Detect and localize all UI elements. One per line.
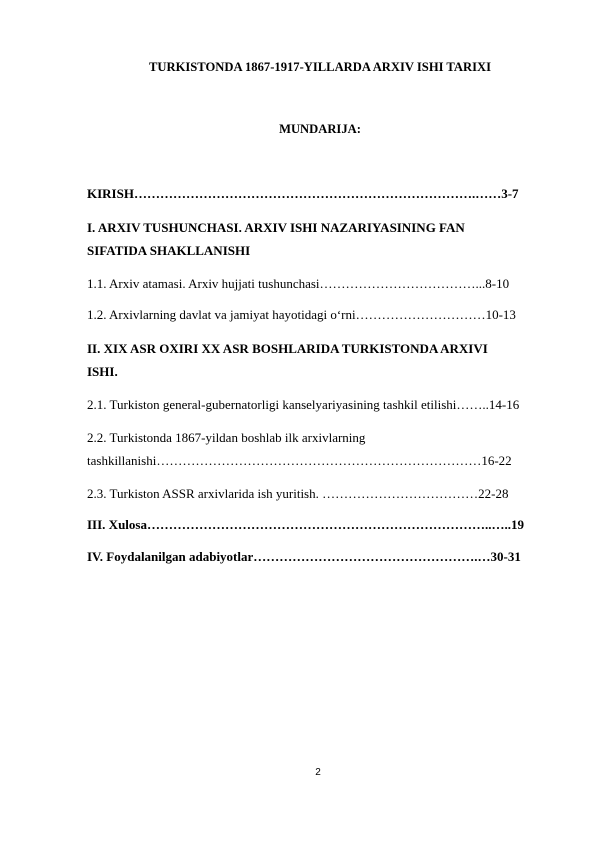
toc-entry-section-2-3: 2.3. Turkiston ASSR arxivlarida ish yuritish. ………………………………22-28 — [87, 486, 509, 501]
toc-entry-section-2-2-line-2: tashkillanishi…………………………………………………………………16-22 — [87, 453, 512, 468]
page-number: 2 — [315, 767, 321, 778]
toc-entry-chapter-2-line-2: ISHI. — [87, 364, 118, 379]
toc-entry-section-1-1: 1.1. Arxiv atamasi. Arxiv hujjati tushunchasi………………………………...8-10 — [87, 276, 510, 291]
toc-entry-section-1-2: 1.2. Arxivlarning davlat va jamiyat hayotidagi o‘rni…………………………10-13 — [87, 307, 516, 322]
toc-entry-kirish: KIRISH…………………………………………………………………….……3-7 — [87, 186, 519, 201]
document-title: TURKISTONDA 1867-1917-YILLARDA ARXIV ISHI TARIXI — [149, 60, 491, 74]
toc-entry-chapter-1-line-2: SIFATIDA SHAKLLANISHI — [87, 243, 251, 258]
toc-entry-adabiyotlar: IV. Foydalanilgan adabiyotlar…………………………………………….…30-31 — [87, 549, 521, 564]
toc-entry-chapter-1-line-1: I. ARXIV TUSHUNCHASI. ARXIV ISHI NAZARIYASINING FAN — [87, 220, 465, 235]
toc-heading: MUNDARIJA: — [279, 122, 361, 136]
toc-entry-section-2-2-line-1: 2.2. Turkistonda 1867-yildan boshlab ilk arxivlarning — [87, 430, 366, 445]
toc-entry-xulosa: III. Xulosa……………………………………………………………………..…..19 — [87, 517, 524, 532]
toc-entry-section-2-1: 2.1. Turkiston general-gubernatorligi kanselyariyasining tashkil etilishi……..14-16 — [87, 397, 520, 412]
toc-entry-chapter-2-line-1: II. XIX ASR OXIRI XX ASR BOSHLARIDA TURKISTONDA ARXIVI — [87, 341, 488, 356]
